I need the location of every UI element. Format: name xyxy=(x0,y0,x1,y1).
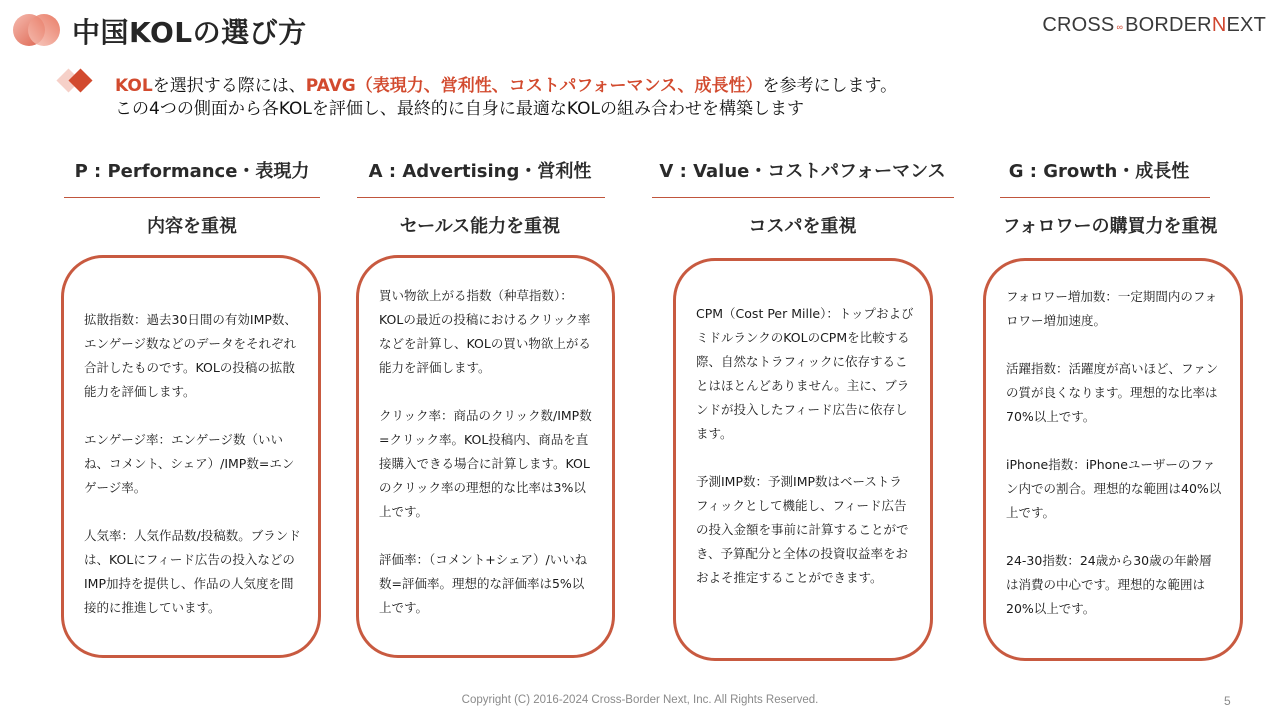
intro-text-1: を選択する際には、 xyxy=(152,76,306,96)
column-heading-advertising: A : Advertising・営利性 xyxy=(368,161,592,182)
column-heading-growth: G : Growth・成長性 xyxy=(1008,161,1190,182)
card-advertising xyxy=(356,255,615,658)
card-paragraph: 人気率：人気作品数/投稿数。ブランドは、KOLにフィード広告の投入などのIMP加持を提供し、作品の人気度を間接的に推進しています。 xyxy=(84,528,301,615)
intro-line-1 xyxy=(115,75,897,98)
card-paragraph: クリック率：商品のクリック数/IMP数=クリック率。KOL投稿内、商品を直接購入できる場合に計算します。KOLのクリック率の理想的な比率は3%以上です。 xyxy=(379,408,592,519)
column-subheading-value: コスパを重視 xyxy=(748,216,857,237)
column-subheading-advertising: セールス能力を重視 xyxy=(399,216,561,237)
brand-logo xyxy=(1042,14,1266,37)
card-paragraph: 24-30指数：24歳から30歳の年齢層は消費の中心です。理想的な範囲は20%以上です。 xyxy=(1006,553,1212,616)
intro-text xyxy=(115,75,897,121)
card-paragraph: 拡散指数：過去30日間の有効IMP数、エンゲージ数などのデータをそれぞれ合計したものです。KOLの投稿の拡散能力を評価します。 xyxy=(84,312,297,399)
card-paragraph: iPhone指数：iPhoneユーザーのファン内での割合。理想的な範囲は40%以上です。 xyxy=(1006,457,1222,520)
card-paragraph: 活躍指数：活躍度が高いほど、ファンの質が良くなります。理想的な比率は70%以上です。 xyxy=(1006,361,1219,424)
card-paragraph: エンゲージ率：エンゲージ数（いいね、コメント、シェア）/IMP数=エンゲージ率。 xyxy=(84,432,295,495)
column-divider xyxy=(64,197,320,198)
card-body xyxy=(696,302,914,590)
column-divider xyxy=(357,197,605,198)
card-paragraph: 買い物欲上がる指数（种草指数）：KOLの最近の投稿におけるクリック率などを計算し、KOLの買い物欲上がる能力を評価します。 xyxy=(379,288,591,375)
brand-infinity-icon: ∞ xyxy=(1116,21,1124,32)
column-heading-value: V : Value・コストパフォーマンス xyxy=(659,161,946,182)
intro-highlight-kol: KOL xyxy=(115,76,153,96)
page-title: 中国KOLの選び方 xyxy=(72,16,307,49)
brand-part-cross: CROSS xyxy=(1042,14,1115,36)
brand-part-n: N xyxy=(1211,14,1227,36)
brand-part-ext: EXT xyxy=(1226,14,1266,36)
column-divider xyxy=(652,197,954,198)
copyright-footer: Copyright (C) 2016-2024 Cross-Border Next, Inc. All Rights Reserved. xyxy=(461,694,819,706)
intro-text-2: を参考にします。 xyxy=(762,76,898,96)
card-value xyxy=(673,258,933,661)
card-body xyxy=(379,284,596,620)
intro-highlight-pavg: PAVG（表現力、営利性、コストパフォーマンス、成長性） xyxy=(305,76,763,96)
brand-part-border: BORDER xyxy=(1125,14,1212,36)
column-subheading-growth: フォロワーの購買力を重視 xyxy=(1002,216,1218,237)
diamond-bullet-icon xyxy=(54,68,100,96)
company-logo-icon xyxy=(12,12,62,48)
page-number: 5 xyxy=(1224,694,1231,708)
intro-line-2: この4つの側面から各KOLを評価し、最終的に自身に最適なKOLの組み合わせを構築します xyxy=(115,99,804,119)
column-divider xyxy=(1000,197,1210,198)
card-body xyxy=(1006,285,1224,621)
column-heading-performance: P : Performance・表現力 xyxy=(74,161,310,182)
card-paragraph: 評価率：（コメント+シェア）/いいね数=評価率。理想的な評価率は5%以上です。 xyxy=(379,552,588,615)
card-paragraph: フォロワー増加数：一定期間内のフォロワー増加速度。 xyxy=(1006,289,1218,328)
card-performance xyxy=(61,255,321,658)
card-paragraph: CPM（Cost Per Mille）：トップおよびミドルランクのKOLのCPMを比較する際、自然なトラフィックに依存することはほとんどありません。主に、ブランドが投入したフィード広告に依存します。 xyxy=(696,306,914,441)
card-body xyxy=(84,308,302,620)
card-paragraph: 予測IMP数：予測IMP数はベーストラフィックとして機能し、フィード広告の投入金額を事前に計算することができ、予算配分と全体の投資収益率をおおよそ推定することができます。 xyxy=(696,474,909,585)
card-growth xyxy=(983,258,1243,661)
column-subheading-performance: 内容を重視 xyxy=(147,216,237,237)
